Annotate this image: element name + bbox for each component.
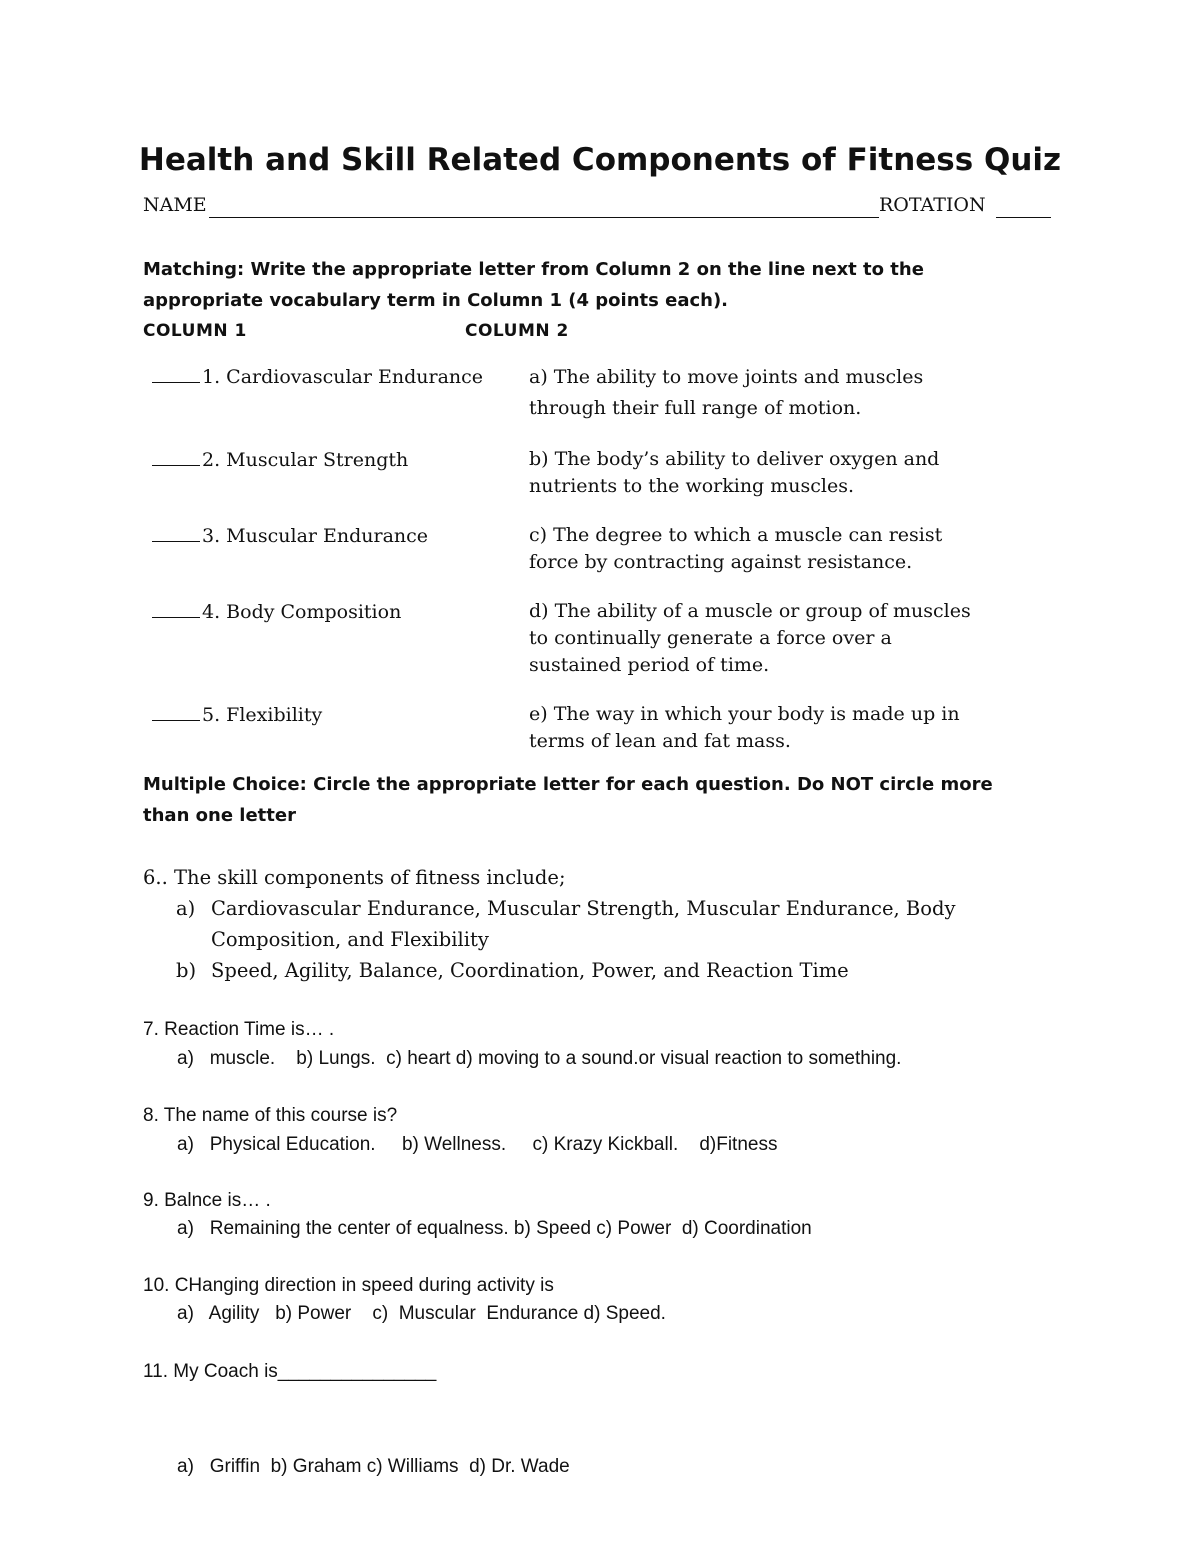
name-label: NAME (143, 194, 207, 216)
name-rotation-row (143, 192, 1051, 222)
definition-line: c) The degree to which a muscle can resist (529, 524, 943, 546)
definition-line: nutrients to the working muscles. (529, 475, 855, 497)
definition-line: to continually generate a force over a (529, 627, 892, 649)
definition-line: b) The body’s ability to deliver oxygen and (529, 448, 940, 470)
column-2-header: COLUMN 2 (465, 321, 569, 341)
question-6: 6.. The skill components of fitness include; (143, 866, 566, 889)
mc-instructions-line-2: than one letter (143, 805, 296, 826)
question-8-options[interactable]: a) Physical Education. b) Wellness. c) Krazy Kickball. d)Fitness (177, 1134, 778, 1155)
multiple-choice-instructions (143, 769, 1043, 831)
question-9: 9. Balnce is… . (143, 1190, 271, 1211)
matching-definition (529, 598, 1029, 679)
matching-term (152, 447, 408, 471)
rotation-label: ROTATION (879, 194, 986, 216)
definition-line: sustained period of time. (529, 654, 770, 676)
matching-definition (529, 362, 1029, 424)
question-9-options[interactable]: a) Remaining the center of equalness. b) Speed c) Power d) Coordination (177, 1218, 812, 1239)
q6-option-b-marker[interactable]: b) (176, 959, 197, 982)
mc-instructions-line-1: Multiple Choice: Circle the appropriate letter for each question. Do NOT circle more (143, 774, 993, 795)
matching-definition (529, 446, 1029, 500)
matching-term (152, 523, 428, 547)
matching-definition (529, 522, 1029, 576)
definition-line: force by contracting against resistance. (529, 551, 913, 573)
question-11: 11. My Coach is_______________ (143, 1361, 437, 1382)
answer-blank[interactable] (152, 523, 200, 542)
question-7-options[interactable]: a) muscle. b) Lungs. c) heart d) moving to a sound.or visual reaction to something. (177, 1048, 902, 1069)
matching-definition (529, 701, 1029, 755)
answer-blank[interactable] (152, 447, 200, 466)
definition-line: through their full range of motion. (529, 397, 862, 419)
q6-option-a-marker[interactable]: a) (176, 897, 196, 920)
q6-option-b: Speed, Agility, Balance, Coordination, Power, and Reaction Time (211, 959, 849, 982)
question-10: 10. CHanging direction in speed during activity is (143, 1275, 554, 1296)
question-7: 7. Reaction Time is… . (143, 1019, 335, 1040)
matching-instructions-line-2: appropriate vocabulary term in Column 1 (4 points each). (143, 290, 729, 311)
matching-instructions (143, 254, 1043, 316)
definition-line: d) The ability of a muscle or group of muscles (529, 600, 971, 622)
q6-option-a (211, 893, 1051, 955)
matching-instructions-line-1: Matching: Write the appropriate letter from Column 2 on the line next to the (143, 259, 924, 280)
matching-term (152, 364, 483, 388)
term-text: 2. Muscular Strength (202, 449, 409, 471)
answer-blank[interactable] (152, 702, 200, 721)
term-text: 1. Cardiovascular Endurance (202, 366, 484, 388)
definition-line: a) The ability to move joints and muscles (529, 366, 924, 388)
page-title: Health and Skill Related Components of Fitness Quiz (138, 142, 1062, 178)
question-8: 8. The name of this course is? (143, 1105, 398, 1126)
answer-blank[interactable] (152, 364, 200, 383)
question-10-options[interactable]: a) Agility b) Power c) Muscular Endurance d) Speed. (177, 1303, 666, 1324)
rotation-blank-line[interactable] (996, 217, 1051, 218)
q6-option-a-line: Cardiovascular Endurance, Muscular Strength, Muscular Endurance, Body (211, 897, 956, 920)
question-11-options[interactable]: a) Griffin b) Graham c) Williams d) Dr. Wade (177, 1456, 570, 1477)
matching-term (152, 702, 322, 726)
term-text: 3. Muscular Endurance (202, 525, 429, 547)
term-text: 5. Flexibility (202, 704, 323, 726)
definition-line: e) The way in which your body is made up in (529, 703, 960, 725)
name-blank-line[interactable] (209, 217, 879, 218)
term-text: 4. Body Composition (202, 601, 402, 623)
answer-blank[interactable] (152, 599, 200, 618)
q6-option-a-line: Composition, and Flexibility (211, 928, 489, 951)
matching-term (152, 599, 401, 623)
definition-line: terms of lean and fat mass. (529, 730, 791, 752)
column-1-header: COLUMN 1 (143, 321, 247, 341)
